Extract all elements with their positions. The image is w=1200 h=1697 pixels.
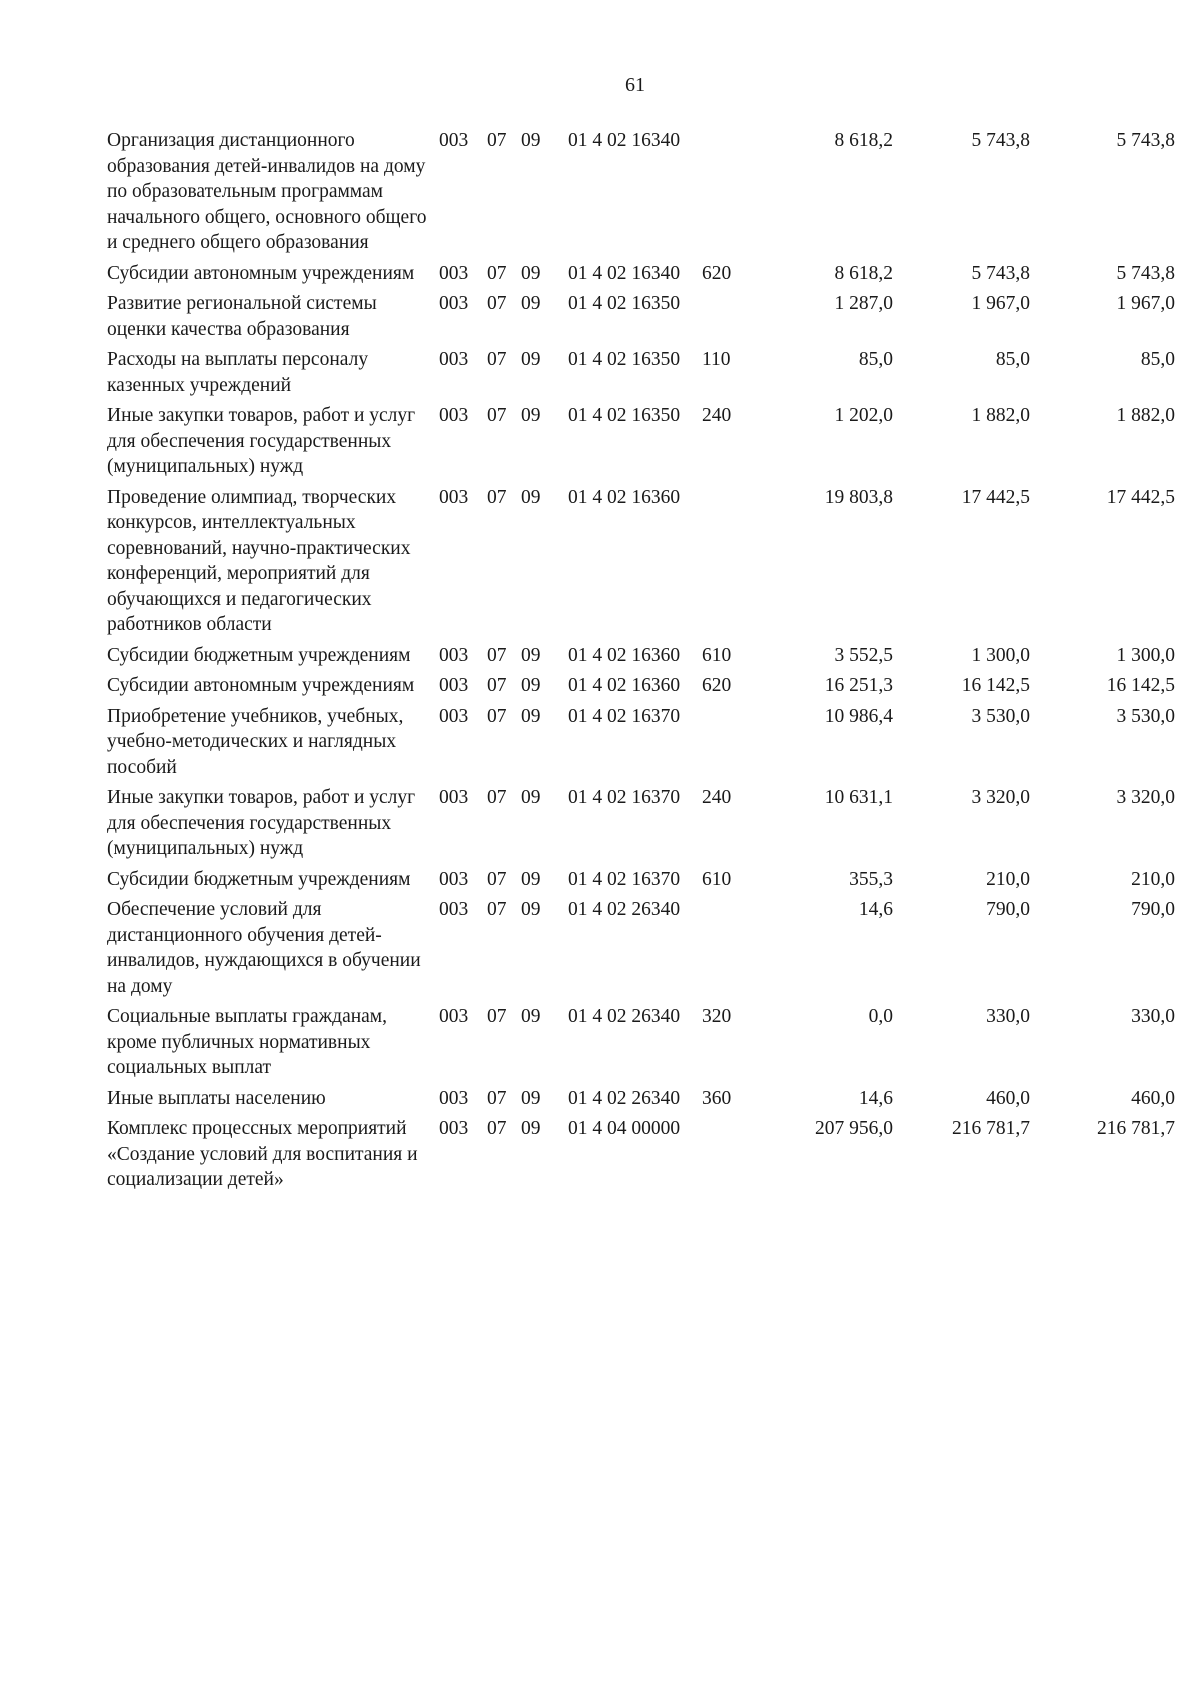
amount-year-2: 17 442,5 bbox=[961, 486, 1030, 508]
section-code: 07 bbox=[487, 349, 507, 370]
section-code: 07 bbox=[487, 293, 507, 314]
subsection-code: 09 bbox=[521, 675, 541, 696]
amount-year-3: 216 781,7 bbox=[1097, 1118, 1175, 1139]
section-code: 07 bbox=[487, 1118, 507, 1139]
target-article-code: 01 4 02 16340 bbox=[568, 130, 681, 151]
amount-year-3: 1 967,0 bbox=[1116, 293, 1175, 314]
amount-year-1: 1 287,0 bbox=[834, 293, 893, 314]
amount-year-1: 1 202,0 bbox=[834, 405, 893, 426]
amount-year-3: 330,0 bbox=[1131, 1006, 1175, 1027]
expense-name: Обеспечение условий для дистанционного обучения детей-инвалидов, нуждающихся в обучении на дому bbox=[107, 899, 421, 997]
subsection-code: 09 bbox=[521, 1087, 541, 1109]
subsection-code: 09 bbox=[521, 130, 541, 151]
subsection-code: 09 bbox=[521, 262, 541, 284]
subsection-code: 09 bbox=[521, 1118, 541, 1139]
amount-year-1: 0,0 bbox=[868, 1006, 893, 1027]
target-article-code: 01 4 04 00000 bbox=[568, 1118, 681, 1139]
section-code: 07 bbox=[487, 705, 507, 727]
target-article-code: 01 4 02 16370 bbox=[568, 787, 681, 808]
ministry-code: 003 bbox=[439, 705, 469, 727]
section-code: 07 bbox=[487, 405, 507, 426]
table-row bbox=[107, 1004, 1177, 1081]
amount-year-1: 16 251,3 bbox=[824, 675, 893, 696]
ministry-code: 003 bbox=[439, 405, 469, 426]
amount-year-2: 460,0 bbox=[986, 1087, 1030, 1109]
amount-year-1: 10 631,1 bbox=[824, 787, 893, 808]
budget-table bbox=[107, 128, 1177, 1198]
table-row bbox=[107, 1116, 1177, 1193]
ministry-code: 003 bbox=[439, 262, 469, 284]
expense-name: Субсидии бюджетным учреждениям bbox=[107, 644, 411, 666]
subsection-code: 09 bbox=[521, 787, 541, 808]
expense-name: Организация дистанционного образования детей-инвалидов на дому по образовательным программам начального общего, основного общего и среднего общего образования bbox=[107, 130, 427, 253]
expense-name: Субсидии автономным учреждениям bbox=[107, 675, 415, 696]
section-code: 07 bbox=[487, 1087, 507, 1109]
section-code: 07 bbox=[487, 130, 507, 151]
amount-year-2: 210,0 bbox=[986, 868, 1030, 890]
amount-year-2: 216 781,7 bbox=[952, 1118, 1030, 1139]
table-row bbox=[107, 673, 1177, 699]
expense-type-code: 360 bbox=[702, 1087, 732, 1109]
table-row bbox=[107, 403, 1177, 480]
ministry-code: 003 bbox=[439, 293, 469, 314]
target-article-code: 01 4 02 16360 bbox=[568, 486, 681, 508]
ministry-code: 003 bbox=[439, 868, 469, 890]
amount-year-2: 3 530,0 bbox=[971, 705, 1030, 727]
amount-year-1: 355,3 bbox=[849, 868, 893, 890]
amount-year-1: 19 803,8 bbox=[824, 486, 893, 508]
target-article-code: 01 4 02 16360 bbox=[568, 675, 681, 696]
expense-name: Расходы на выплаты персоналу казенных учреждений bbox=[107, 349, 369, 396]
amount-year-2: 16 142,5 bbox=[961, 675, 1030, 696]
table-row bbox=[107, 643, 1177, 669]
ministry-code: 003 bbox=[439, 644, 469, 666]
amount-year-2: 1 300,0 bbox=[971, 644, 1030, 666]
target-article-code: 01 4 02 16370 bbox=[568, 705, 681, 727]
ministry-code: 003 bbox=[439, 1006, 469, 1027]
section-code: 07 bbox=[487, 262, 507, 284]
amount-year-1: 3 552,5 bbox=[834, 644, 893, 666]
amount-year-2: 1 967,0 bbox=[971, 293, 1030, 314]
amount-year-2: 790,0 bbox=[986, 899, 1030, 920]
table-row bbox=[107, 291, 1177, 342]
expense-name: Иные закупки товаров, работ и услуг для обеспечения государственных (муниципальных) нужд bbox=[107, 787, 416, 859]
amount-year-3: 460,0 bbox=[1131, 1087, 1175, 1109]
amount-year-3: 210,0 bbox=[1131, 868, 1175, 890]
page-number: 61 bbox=[625, 74, 645, 96]
amount-year-1: 8 618,2 bbox=[834, 130, 893, 151]
ministry-code: 003 bbox=[439, 787, 469, 808]
target-article-code: 01 4 02 16370 bbox=[568, 868, 681, 890]
table-row bbox=[107, 485, 1177, 638]
expense-type-code: 610 bbox=[702, 868, 732, 890]
ministry-code: 003 bbox=[439, 349, 469, 370]
amount-year-3: 17 442,5 bbox=[1106, 486, 1175, 508]
ministry-code: 003 bbox=[439, 1118, 469, 1139]
expense-type-code: 240 bbox=[702, 405, 732, 426]
amount-year-3: 5 743,8 bbox=[1116, 130, 1175, 151]
amount-year-3: 1 300,0 bbox=[1116, 644, 1175, 666]
table-row bbox=[107, 347, 1177, 398]
subsection-code: 09 bbox=[521, 899, 541, 920]
target-article-code: 01 4 02 26340 bbox=[568, 1006, 681, 1027]
target-article-code: 01 4 02 16350 bbox=[568, 349, 681, 370]
section-code: 07 bbox=[487, 1006, 507, 1027]
section-code: 07 bbox=[487, 899, 507, 920]
amount-year-1: 207 956,0 bbox=[815, 1118, 893, 1139]
amount-year-1: 14,6 bbox=[858, 899, 893, 920]
expense-name: Социальные выплаты гражданам, кроме публичных нормативных социальных выплат bbox=[107, 1006, 388, 1078]
table-row bbox=[107, 704, 1177, 781]
amount-year-2: 330,0 bbox=[986, 1006, 1030, 1027]
expense-name: Субсидии бюджетным учреждениям bbox=[107, 868, 411, 890]
amount-year-1: 8 618,2 bbox=[834, 262, 893, 284]
amount-year-1: 10 986,4 bbox=[824, 705, 893, 727]
expense-type-code: 240 bbox=[702, 787, 732, 808]
subsection-code: 09 bbox=[521, 293, 541, 314]
target-article-code: 01 4 02 26340 bbox=[568, 1087, 681, 1109]
amount-year-3: 85,0 bbox=[1140, 349, 1175, 370]
subsection-code: 09 bbox=[521, 349, 541, 370]
amount-year-2: 3 320,0 bbox=[971, 787, 1030, 808]
expense-name: Комплекс процессных мероприятий «Создание условий для воспитания и социализации детей» bbox=[107, 1118, 418, 1190]
amount-year-2: 85,0 bbox=[995, 349, 1030, 370]
table-row bbox=[107, 1086, 1177, 1112]
subsection-code: 09 bbox=[521, 486, 541, 508]
ministry-code: 003 bbox=[439, 899, 469, 920]
expense-name: Иные выплаты населению bbox=[107, 1087, 326, 1109]
target-article-code: 01 4 02 16340 bbox=[568, 262, 681, 284]
amount-year-2: 1 882,0 bbox=[971, 405, 1030, 426]
expense-name: Приобретение учебников, учебных, учебно-методических и наглядных пособий bbox=[107, 705, 404, 778]
table-row bbox=[107, 128, 1177, 256]
amount-year-2: 5 743,8 bbox=[971, 262, 1030, 284]
subsection-code: 09 bbox=[521, 868, 541, 890]
amount-year-3: 790,0 bbox=[1131, 899, 1175, 920]
expense-name: Развитие региональной системы оценки качества образования bbox=[107, 293, 377, 340]
expense-type-code: 610 bbox=[702, 644, 732, 666]
expense-type-code: 320 bbox=[702, 1006, 732, 1027]
expense-type-code: 110 bbox=[702, 349, 731, 370]
target-article-code: 01 4 02 26340 bbox=[568, 899, 681, 920]
ministry-code: 003 bbox=[439, 1087, 469, 1109]
expense-name: Иные закупки товаров, работ и услуг для обеспечения государственных (муниципальных) нужд bbox=[107, 405, 416, 477]
section-code: 07 bbox=[487, 675, 507, 696]
amount-year-3: 3 530,0 bbox=[1116, 705, 1175, 727]
section-code: 07 bbox=[487, 787, 507, 808]
subsection-code: 09 bbox=[521, 644, 541, 666]
table-row bbox=[107, 785, 1177, 862]
subsection-code: 09 bbox=[521, 705, 541, 727]
section-code: 07 bbox=[487, 644, 507, 666]
subsection-code: 09 bbox=[521, 1006, 541, 1027]
section-code: 07 bbox=[487, 868, 507, 890]
amount-year-3: 16 142,5 bbox=[1106, 675, 1175, 696]
target-article-code: 01 4 02 16350 bbox=[568, 405, 681, 426]
amount-year-3: 1 882,0 bbox=[1116, 405, 1175, 426]
target-article-code: 01 4 02 16350 bbox=[568, 293, 681, 314]
ministry-code: 003 bbox=[439, 130, 469, 151]
section-code: 07 bbox=[487, 486, 507, 508]
amount-year-1: 85,0 bbox=[858, 349, 893, 370]
amount-year-3: 3 320,0 bbox=[1116, 787, 1175, 808]
ministry-code: 003 bbox=[439, 486, 469, 508]
ministry-code: 003 bbox=[439, 675, 469, 696]
table-row bbox=[107, 867, 1177, 893]
subsection-code: 09 bbox=[521, 405, 541, 426]
amount-year-2: 5 743,8 bbox=[971, 130, 1030, 151]
expense-name: Проведение олимпиад, творческих конкурсов, интеллектуальных соревнований, научно-практических конференций, мероприятий для обучающихся и педагогических работников области bbox=[107, 486, 411, 635]
expense-name: Субсидии автономным учреждениям bbox=[107, 262, 415, 284]
target-article-code: 01 4 02 16360 bbox=[568, 644, 681, 666]
amount-year-1: 14,6 bbox=[858, 1087, 893, 1109]
table-row bbox=[107, 897, 1177, 999]
table-row bbox=[107, 261, 1177, 287]
expense-type-code: 620 bbox=[702, 675, 732, 696]
amount-year-3: 5 743,8 bbox=[1116, 262, 1175, 284]
expense-type-code: 620 bbox=[702, 262, 732, 284]
